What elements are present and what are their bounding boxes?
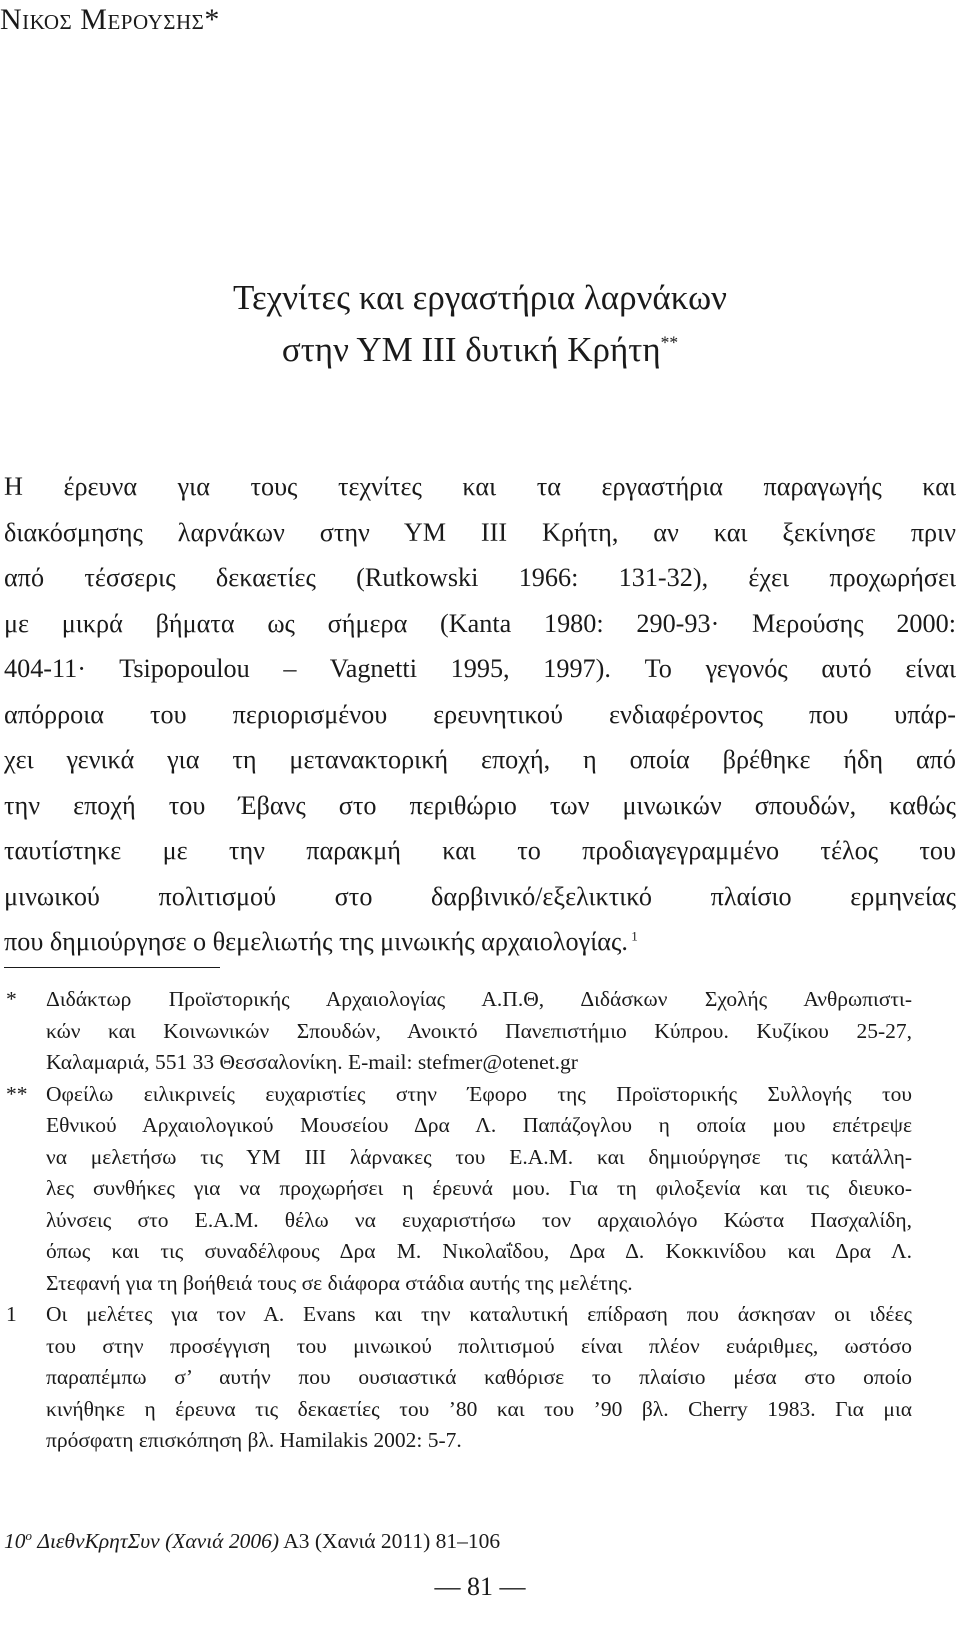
footnote-body: [46, 1079, 912, 1300]
citation-details: Α3 (Χανιά 2011) 81–106: [279, 1529, 501, 1553]
page-number: — 81 —: [434, 1572, 526, 1601]
footnote-mark: **: [6, 1081, 28, 1106]
footnote-line: του στην προσέγγιση του μινωικού πολιτισμού είναι πλέον ευάριθμες, ωστόσο: [46, 1333, 912, 1358]
journal-citation: [4, 1526, 500, 1556]
footnote-line: κών και Κοινωνικών Σπουδών, Ανοικτό Πανεπιστήμιο Κύπρου. Κυζίκου 25-27,: [46, 1018, 912, 1043]
footnote-mark: 1: [6, 1302, 17, 1326]
footnote-ref-1-number: 1: [631, 928, 638, 944]
citation-volume-superscript: ο: [25, 1528, 32, 1543]
body-line: από τέσσερις δεκαετίες (Rutkowski 1966: 131-32), έχει προχωρήσει: [4, 563, 956, 592]
footnote-acknowledgements: [0, 1079, 960, 1300]
footnote-body: [46, 984, 912, 1079]
footnote-line: κινήθηκε η έρευνα τις δεκαετίες του ’80 και του ’90 βλ. Cherry 1983. Για μια: [46, 1396, 912, 1421]
body-line: την εποχή του Έβανς στο περιθώριο των μινωικών σπουδών, καθώς: [4, 790, 956, 820]
title-footnote-mark: **: [660, 332, 679, 353]
article-title: [0, 272, 960, 376]
body-line: με μικρά βήματα ως σήμερα (Kanta 1980: 290-93· Μερούσης 2000:: [4, 608, 956, 638]
title-line-1: Τεχνίτες και εργαστήρια λαρνάκων: [233, 278, 727, 317]
footnote-line: λες συνθήκες για να προχωρήσει η έρευνά μου. Για τη φιλοξενία και τις διευκο-: [46, 1176, 912, 1200]
footnote-body: [46, 1299, 912, 1457]
footnote-line: παραπέμπω σ’ αυτήν που ουσιαστικά καθόρισε το πλαίσιο μέσα στο οποίο: [46, 1365, 912, 1389]
footnote-line: Καλαμαριά, 551 33 Θεσσαλονίκη. E-mail: stefmer@otenet.gr: [46, 1050, 578, 1074]
title-line-2: [0, 324, 960, 376]
title-line-2-text: στην ΥΜ ΙΙΙ δυτική Κρήτη: [281, 330, 661, 369]
citation-volume: 10: [4, 1529, 26, 1553]
footnote-line: Στεφανή για τη βοήθειά τους σε διάφορα στάδια αυτής της μελέτης.: [46, 1270, 633, 1295]
body-line: διακόσμησης λαρνάκων στην ΥΜ ΙΙΙ Κρήτη, αν και ξεκίνησε πριν: [4, 517, 956, 547]
body-line-last-text: που δημιούργησε ο θεμελιωτής της μινωικής αρχαιολογίας.: [4, 927, 628, 956]
footnote-separator: [4, 967, 220, 968]
body-line: μινωικού πολιτισμού στο δαρβινικό/εξελικτικό πλαίσιο ερμηνείας: [4, 881, 956, 911]
footnote-1: [0, 1299, 960, 1457]
body-line-last: [4, 919, 956, 965]
footnotes: [0, 984, 960, 1457]
footnote-line: Οι μελέτες για τον Α. Evans και την καταλυτική επίδραση που άσκησαν οι ιδέες: [46, 1302, 912, 1326]
footnote-mark: *: [6, 987, 17, 1011]
footnote-line: να μελετήσω τις ΥΜ ΙΙΙ λάρνακες του Ε.Α.Μ. και δημιούργησε τις κατάλλη-: [46, 1144, 912, 1169]
citation-journal: ΔιεθνΚρητΣυν (Χανιά 2006): [37, 1529, 279, 1553]
footnote-author: [0, 984, 960, 1079]
author-name: Νικος Μερουσης*: [0, 3, 220, 36]
body-line: χει γενικά για τη μετανακτορική εποχή, η οποία βρέθηκε ήδη από: [4, 745, 956, 774]
footnote-ref-1[interactable]: [628, 928, 638, 943]
footnote-line: όπως και τις συναδέλφους Δρα Μ. Νικολαΐδου, Δρα Δ. Κοκκινίδου και Δρα Λ.: [46, 1239, 912, 1263]
footnote-line: λύνσεις στο Ε.Α.Μ. θέλω να ευχαριστήσω τον αρχαιολόγο Κώστα Πασχαλίδη,: [46, 1207, 912, 1232]
footnote-line: πρόσφατη επισκόπηση βλ. Hamilakis 2002: 5-7.: [46, 1428, 462, 1452]
body-paragraph: [4, 464, 956, 965]
footnote-line: Εθνικού Αρχαιολογικού Μουσείου Δρα Λ. Παπάζογλου η οποία μου επέτρεψε: [46, 1113, 912, 1137]
body-line: απόρροια του περιορισμένου ερευνητικού ενδιαφέροντος που υπάρ-: [4, 699, 956, 729]
footnote-line: Διδάκτωρ Προϊστορικής Αρχαιολογίας Α.Π.Θ, Διδάσκων Σχολής Ανθρωπιστι-: [46, 987, 912, 1011]
body-line: ταυτίστηκε με την παρακμή και το προδιαγεγραμμένο τέλος του: [4, 836, 956, 865]
body-line: 404-11· Tsipopoulou – Vagnetti 1995, 1997). Το γεγονός αυτό είναι: [4, 654, 956, 683]
footnote-line: Οφείλω ειλικρινείς ευχαριστίες στην Έφορο της Προϊστορικής Συλλογής του: [46, 1081, 912, 1106]
body-line: Η έρευνα για τους τεχνίτες και τα εργαστήρια παραγωγής και: [4, 472, 956, 501]
